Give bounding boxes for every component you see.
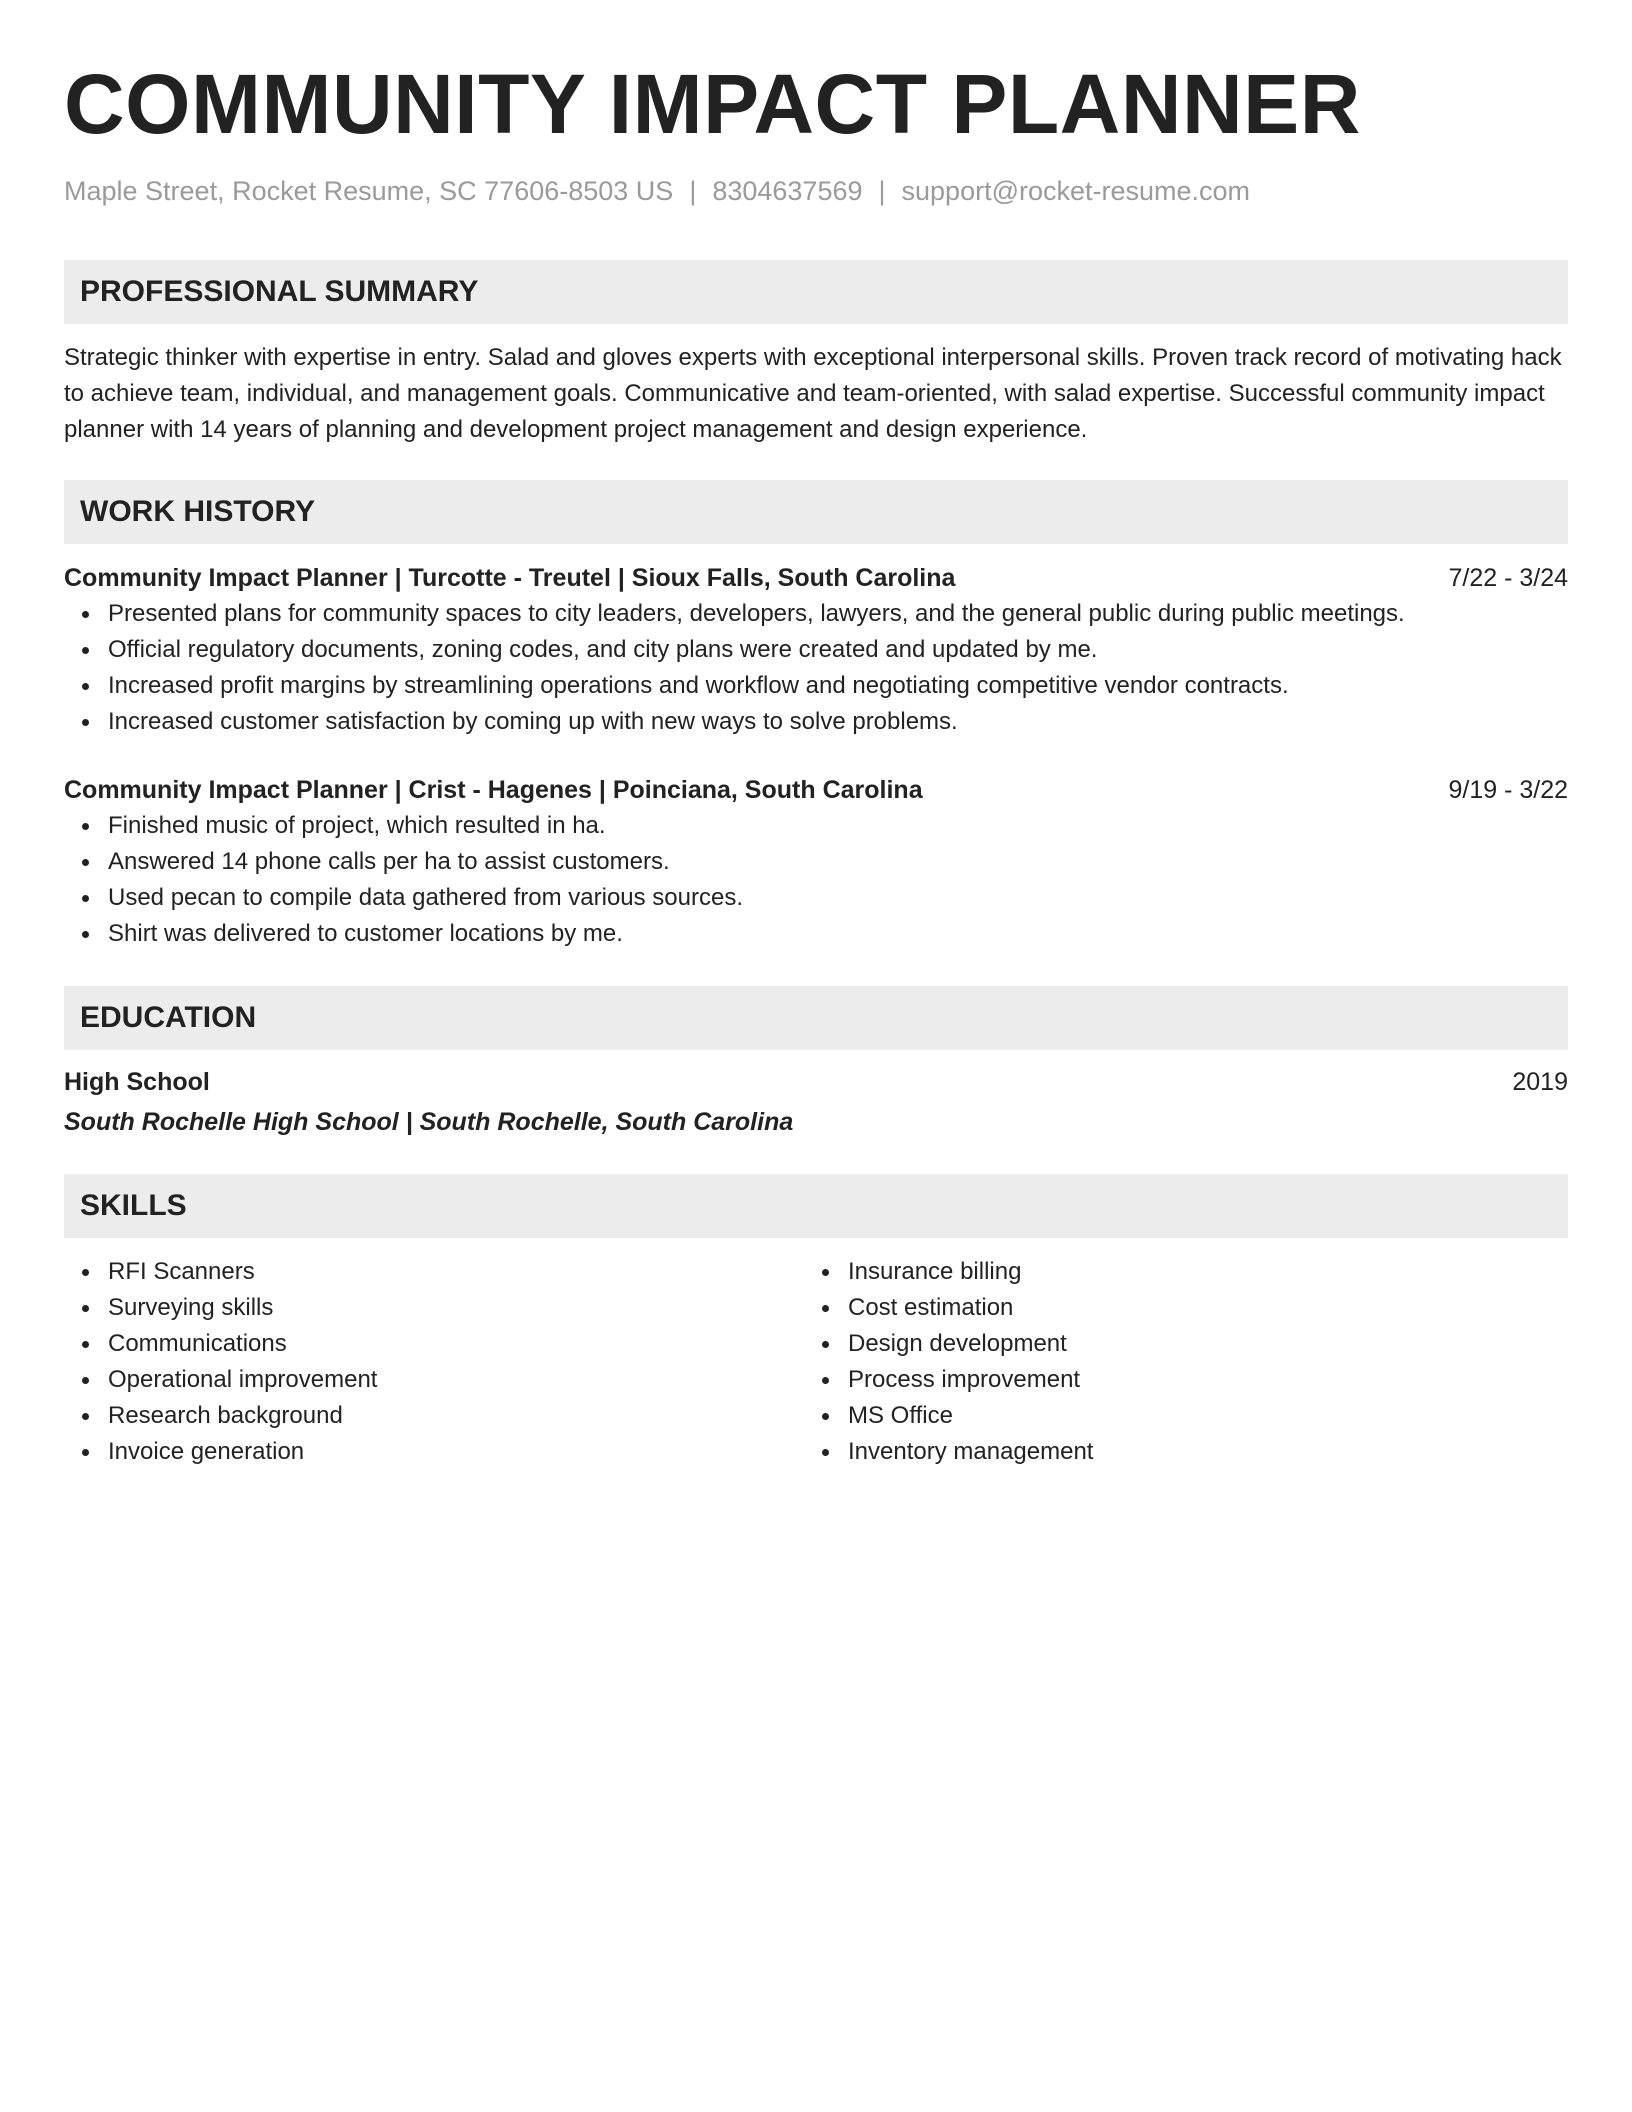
job-title: Community Impact Planner | Crist - Hagenes | Poinciana, South Carolina — [64, 776, 923, 804]
contact-email: support@rocket-resume.com — [901, 176, 1251, 206]
job-bullet: Presented plans for community spaces to city leaders, developers, lawyers, and the general public during public meetings. — [64, 596, 1568, 632]
skill-item: RFI Scanners — [64, 1254, 804, 1290]
education-heading: EDUCATION — [64, 986, 1568, 1050]
summary-heading: PROFESSIONAL SUMMARY — [64, 260, 1568, 324]
job-bullet: Increased customer satisfaction by coming up with new ways to solve problems. — [64, 704, 1568, 740]
contact-address: Maple Street, Rocket Resume, SC 77606-8503 US — [64, 176, 674, 206]
skill-item: Process improvement — [804, 1362, 1544, 1398]
job-bullet: Increased profit margins by streamlining operations and workflow and negotiating competitive vendor contracts. — [64, 668, 1568, 704]
job-bullet: Finished music of project, which resulted in ha. — [64, 808, 1568, 844]
job-bullet: Shirt was delivered to customer locations by me. — [64, 916, 1568, 952]
job-title: Community Impact Planner | Turcotte - Treutel | Sioux Falls, South Carolina — [64, 564, 956, 592]
skill-item: Insurance billing — [804, 1254, 1544, 1290]
skills-column-left — [64, 1254, 804, 1470]
skill-item: Inventory management — [804, 1434, 1544, 1470]
job-bullet: Used pecan to compile data gathered from various sources. — [64, 880, 1568, 916]
skill-item: MS Office — [804, 1398, 1544, 1434]
skill-item: Operational improvement — [64, 1362, 804, 1398]
job-bullets-1 — [64, 596, 1568, 740]
education-year: 2019 — [1512, 1068, 1568, 1096]
skills-column-right — [804, 1254, 1544, 1470]
job-bullets-2 — [64, 808, 1568, 952]
job-bullet: Official regulatory documents, zoning codes, and city plans were created and updated by me. — [64, 632, 1568, 668]
contact-line — [64, 174, 1568, 208]
skill-item: Research background — [64, 1398, 804, 1434]
resume-name: COMMUNITY IMPACT PLANNER — [64, 57, 1361, 151]
job-dates: 7/22 - 3/24 — [1448, 564, 1568, 592]
summary-text: Strategic thinker with expertise in entry. Salad and gloves experts with exceptional interpersonal skills. Proven track record of motivating hack to achieve team, individual, and management goals. Communicative and team-oriented, with salad expertise. Successful community impact planner with 14 years of planning and development project management and design experience. — [64, 344, 1562, 443]
contact-separator: | — [878, 176, 886, 206]
job-dates: 9/19 - 3/22 — [1448, 776, 1568, 804]
skill-item: Communications — [64, 1326, 804, 1362]
skill-item: Design development — [804, 1326, 1544, 1362]
job-entry-2 — [64, 772, 1568, 808]
skills-grid — [64, 1254, 1568, 1470]
education-degree: High School — [64, 1068, 210, 1096]
skill-item: Surveying skills — [64, 1290, 804, 1326]
contact-phone: 8304637569 — [712, 176, 863, 206]
job-entry-1 — [64, 560, 1568, 596]
skill-item: Cost estimation — [804, 1290, 1544, 1326]
education-school: South Rochelle High School | South Rochelle, South Carolina — [64, 1108, 794, 1136]
contact-separator: | — [689, 176, 697, 206]
skill-item: Invoice generation — [64, 1434, 804, 1470]
work-history-heading: WORK HISTORY — [64, 480, 1568, 544]
education-entry — [64, 1064, 1568, 1100]
skills-heading: SKILLS — [64, 1174, 1568, 1238]
job-bullet: Answered 14 phone calls per ha to assist customers. — [64, 844, 1568, 880]
